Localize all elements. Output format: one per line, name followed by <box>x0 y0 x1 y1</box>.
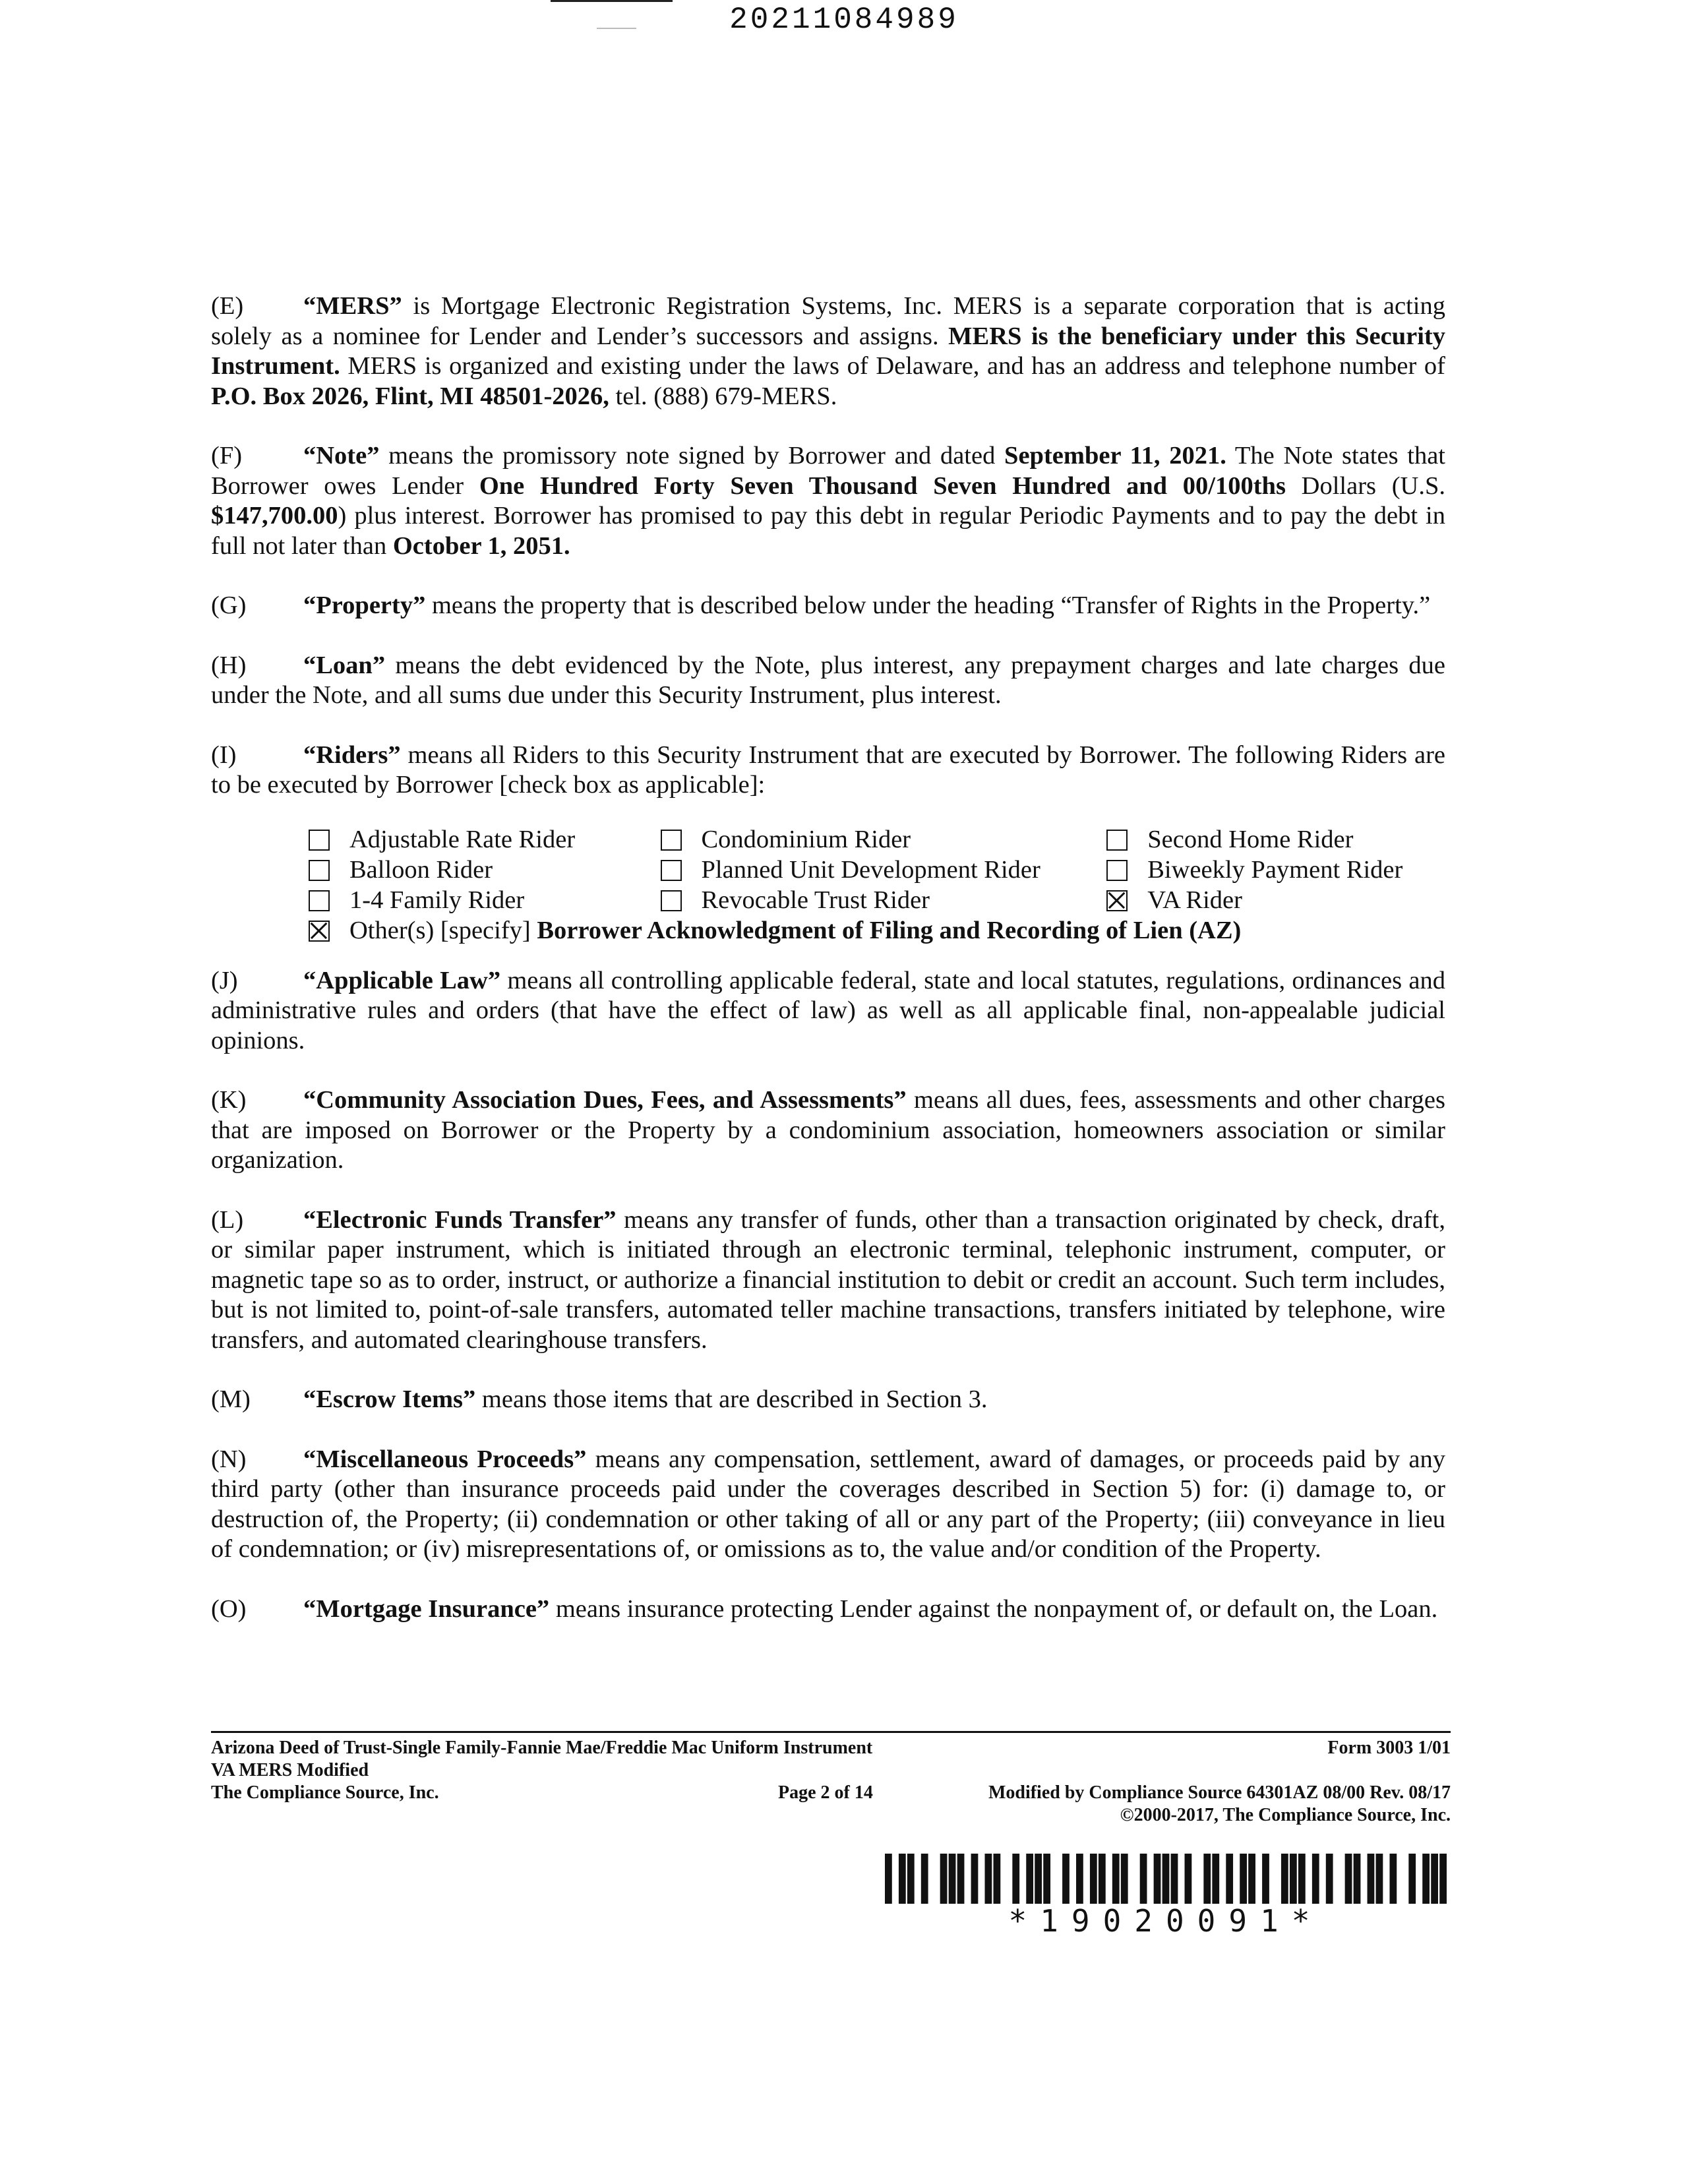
footer-modified: Modified by Compliance Source 64301AZ 08/00 Rev. 08/17 ©2000-2017, The Compliance Source, Inc. <box>988 1782 1451 1825</box>
barcode-bar <box>971 1854 979 1904</box>
barcode-bar <box>1422 1854 1430 1904</box>
scan-artifact <box>551 0 673 2</box>
barcode-bar <box>899 1854 906 1904</box>
barcode-bar <box>1354 1854 1361 1904</box>
checkbox-revocable-trust-rider[interactable] <box>661 890 682 911</box>
barcode-bar <box>1185 1854 1192 1904</box>
recording-number: 20211084989 <box>729 3 959 37</box>
barcode-bar <box>1345 1854 1352 1904</box>
barcode-bar <box>1298 1854 1306 1904</box>
barcode-bar <box>1012 1854 1019 1904</box>
section-l: (L) “Electronic Funds Transfer” means any transfer of funds, other than a transaction originated by check, draft, or similar paper instrument, which is initiated through an electronic terminal, telephonic instrument, computer, or magnetic tape so as to order, instruct, or authorize a financial institution to debit or credit an account. Such term includes, but is not limited to, point-of-sale transfers, automated teller machine transactions, transfers initiated by telephone, wire transfers, and automated clearinghouse transfers. <box>211 1205 1445 1354</box>
defined-term: “Electronic Funds Transfer” <box>303 1205 617 1234</box>
checkbox-other-riders[interactable] <box>309 921 330 942</box>
barcode-bar <box>949 1854 956 1904</box>
note-date: September 11, 2021. <box>1004 442 1226 470</box>
section-g: (G) “Property” means the property that is described below under the heading “Transfer of Rights in the Property.” <box>211 591 1445 621</box>
section-label: (M) <box>211 1385 251 1413</box>
riders-row: 1-4 Family Rider Revocable Trust Rider VA Rider <box>309 886 1445 916</box>
section-label: (J) <box>211 966 238 994</box>
barcode-bar <box>1171 1854 1178 1904</box>
barcode-bar <box>1431 1854 1438 1904</box>
barcode-number: *19020091* <box>1008 1903 1323 1939</box>
section-e: (E) “MERS” is Mortgage Electronic Registration Systems, Inc. MERS is a separate corporation that is acting solely as a nominee for Lender and Lender’s successors and assigns. MERS is the beneficiary under this Security Instrument. MERS is organized and existing under the laws of Delaware, and has an address and telephone number of P.O. Box 2026, Flint, MI 48501-2026, tel. (888) 679-MERS. <box>211 292 1445 410</box>
section-n: (N) “Miscellaneous Proceeds” means any compensation, settlement, award of damages, or proceeds paid by any third party (other than insurance proceeds paid under the coverages described in Section 5) for: (i) damage to, or destruction of, the Property; (ii) condemnation or other taking of all or any part of the Property; (iii) conveyance in lieu of condemnation; or (iv) misrepresentations of, or omissions as to, the value and/or condition of the Property. <box>211 1445 1445 1563</box>
section-f: (F) “Note” means the promissory note signed by Borrower and dated September 11, 2021. The Note states that Borrower owes Lender One Hundred Forty Seven Thousand Seven Hundred and 00/100ths Dollars (U.S. $147,700.00) plus interest. Borrower has promised to pay this debt in regular Periodic Payments and to pay the debt in full not later than October 1, 2051. <box>211 442 1446 560</box>
barcode-bar <box>1203 1854 1211 1904</box>
barcode-bar <box>1026 1854 1033 1904</box>
barcode-bar <box>1439 1854 1447 1904</box>
checkbox-va-rider[interactable] <box>1106 890 1128 911</box>
section-k: (K) “Community Association Dues, Fees, and Assessments” means all dues, fees, assessments and other charges that are imposed on Borrower or the Property by a condominium association, homeowners association or similar organization. <box>211 1086 1445 1174</box>
footer-form-title: Arizona Deed of Trust-Single Family-Fannie Mae/Freddie Mac Uniform Instrument VA MERS Modified The Compliance Source, Inc. <box>211 1738 873 1803</box>
section-label: (L) <box>211 1205 244 1234</box>
barcode-bar <box>994 1854 1001 1904</box>
barcode-bar <box>1112 1854 1120 1904</box>
section-label: (O) <box>211 1594 247 1623</box>
barcode-bar <box>1281 1854 1288 1904</box>
barcode-bar <box>1312 1854 1319 1904</box>
section-o: (O) “Mortgage Insurance” means insurance protecting Lender against the nonpayment of, or default on, the Loan. <box>211 1594 1445 1625</box>
other-rider-specified: Borrower Acknowledgment of Filing and Recording of Lien (AZ) <box>537 916 1242 944</box>
barcode-bar <box>1076 1854 1083 1904</box>
section-i: (I) “Riders” means all Riders to this Security Instrument that are executed by Borrower. The following Riders are to be executed by Borrower [check box as applicable]: <box>211 741 1445 799</box>
riders-row: Balloon Rider Planned Unit Development Rider Biweekly Payment Rider <box>309 855 1445 886</box>
barcode-bar <box>1389 1854 1397 1904</box>
defined-term: “Riders” <box>303 741 401 769</box>
barcode-bar <box>1154 1854 1161 1904</box>
defined-term: “Loan” <box>303 651 386 679</box>
barcode-bar <box>1043 1854 1050 1904</box>
barcode-bar <box>1376 1854 1383 1904</box>
footer-rule <box>211 1731 1451 1733</box>
barcode <box>885 1854 1447 1904</box>
checkbox-second-home-rider[interactable] <box>1106 830 1128 851</box>
section-h: (H) “Loan” means the debt evidenced by the Note, plus interest, any prepayment charges and late charges due under the Note, and all sums due under this Security Instrument, plus interest. <box>211 651 1445 709</box>
riders-checklist <box>309 825 1445 946</box>
defined-term: “Miscellaneous Proceeds” <box>303 1445 587 1473</box>
checkbox-pud-rider[interactable] <box>661 860 682 881</box>
barcode-bar <box>1240 1854 1247 1904</box>
barcode-bar <box>940 1854 948 1904</box>
loan-amount: $147,700.00 <box>211 502 338 530</box>
barcode-bar <box>957 1854 965 1904</box>
section-label: (F) <box>211 442 243 470</box>
barcode-bar <box>1248 1854 1255 1904</box>
barcode-bar <box>921 1854 928 1904</box>
section-m: (M) “Escrow Items” means those items that are described in Section 3. <box>211 1385 1445 1415</box>
defined-term: “Note” <box>303 442 380 470</box>
checkbox-condominium-rider[interactable] <box>661 830 682 851</box>
section-label: (G) <box>211 592 247 619</box>
barcode-bar <box>1326 1854 1333 1904</box>
barcode-bar <box>1226 1854 1233 1904</box>
barcode-bar <box>985 1854 992 1904</box>
checkbox-1-4-family-rider[interactable] <box>309 890 330 911</box>
footer-form-number: Form 3003 1/01 <box>1327 1738 1451 1758</box>
barcode-bar <box>1162 1854 1170 1904</box>
defined-term: “Applicable Law” <box>303 966 501 994</box>
maturity-date: October 1, 2051. <box>392 531 570 560</box>
barcode-bar <box>1035 1854 1042 1904</box>
section-j: (J) “Applicable Law” means all controlling applicable federal, state and local statutes, regulations, ordinances and administrative rules and orders (that have the effect of law) as well as all applicable final, non-appealable judicial opinions. <box>211 966 1445 1054</box>
document-body <box>211 291 1445 1654</box>
defined-term: “Escrow Items” <box>303 1385 476 1413</box>
defined-term: “MERS” <box>303 292 402 320</box>
checkbox-balloon-rider[interactable] <box>309 860 330 881</box>
barcode-bar <box>1090 1854 1097 1904</box>
barcode-bar <box>1140 1854 1147 1904</box>
loan-amount-words: One Hundred Forty Seven Thousand Seven Hundred and 00/100ths <box>479 471 1286 500</box>
section-label: (I) <box>211 741 237 769</box>
section-label: (H) <box>211 651 247 679</box>
barcode-bar <box>1368 1854 1375 1904</box>
barcode-bar <box>1262 1854 1269 1904</box>
section-label: (K) <box>211 1086 247 1114</box>
section-label: (E) <box>211 292 244 320</box>
checkbox-biweekly-payment-rider[interactable] <box>1106 860 1128 881</box>
defined-term: “Mortgage Insurance” <box>303 1594 550 1623</box>
riders-row-other: Other(s) [specify] Borrower Acknowledgment of Filing and Recording of Lien (AZ) <box>309 916 1445 946</box>
barcode-bar <box>885 1854 892 1904</box>
barcode-bar <box>1062 1854 1070 1904</box>
section-label: (N) <box>211 1445 247 1473</box>
footer-page-number: Page 2 of 14 <box>778 1782 873 1803</box>
defined-term: “Community Association Dues, Fees, and Assessments” <box>303 1086 907 1114</box>
barcode-bar <box>1121 1854 1128 1904</box>
riders-row: Adjustable Rate Rider Condominium Rider Second Home Rider <box>309 825 1445 855</box>
checkbox-adjustable-rate-rider[interactable] <box>309 830 330 851</box>
barcode-bar <box>1212 1854 1219 1904</box>
barcode-bar <box>1408 1854 1416 1904</box>
barcode-bar <box>1290 1854 1297 1904</box>
barcode-bar <box>1099 1854 1106 1904</box>
defined-term: “Property” <box>303 592 426 619</box>
barcode-bar <box>907 1854 915 1904</box>
